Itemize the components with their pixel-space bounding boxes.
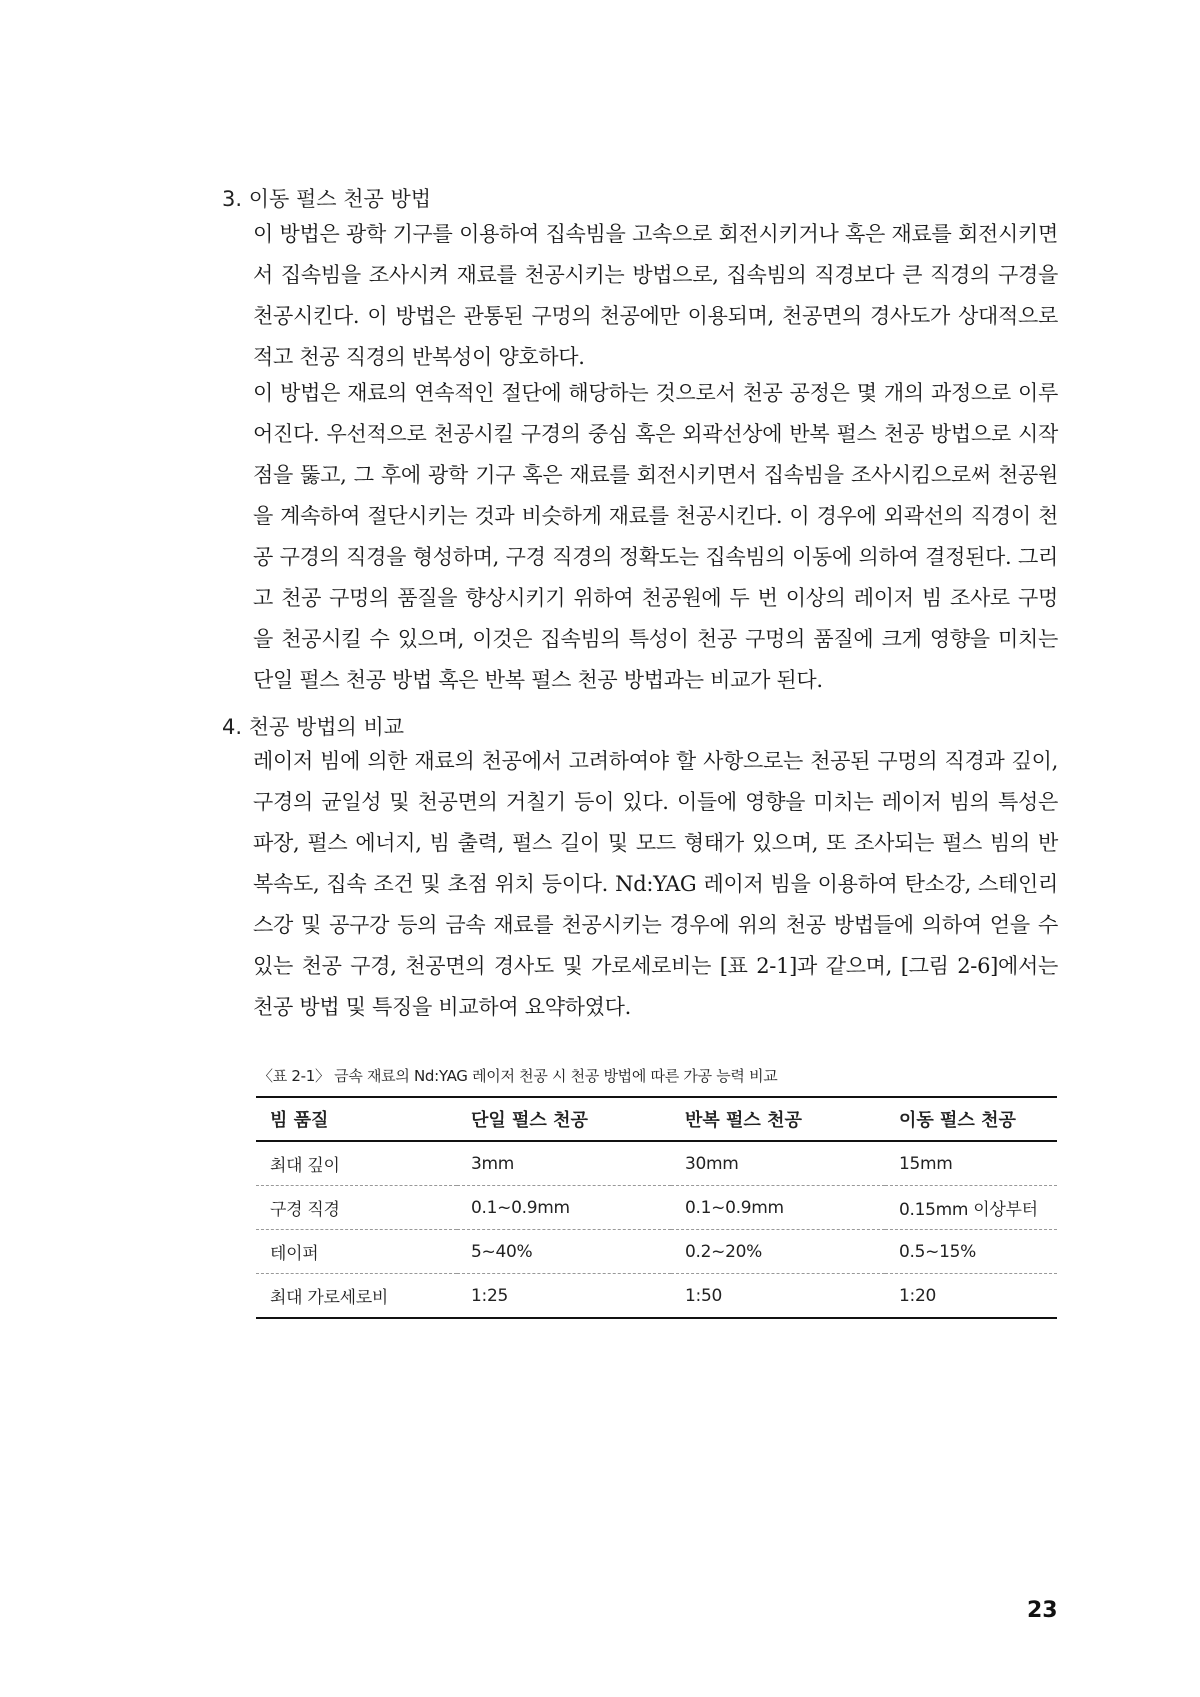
section-4-heading: 4. 천공 방법의 비교 (222, 715, 405, 739)
text-line: 스강 및 공구강 등의 금속 재료를 천공시키는 경우에 위의 천공 방법들에 의하여 얻을 수 (253, 913, 1058, 937)
text-line: 구경의 균일성 및 천공면의 거칠기 등이 있다. 이들에 영향을 미치는 레이저 빔의 특성은 (253, 790, 1058, 814)
table-cell: 구경 직경 (256, 1186, 457, 1230)
text-line: 파장, 펄스 에너지, 빔 출력, 펄스 길이 및 모드 형태가 있으며, 또 조사되는 펄스 빔의 반 (253, 831, 1058, 855)
table-cell: 1:25 (457, 1274, 671, 1319)
page-number: 23 (1027, 1598, 1058, 1623)
text-line: 단일 펄스 천공 방법 혹은 반복 펄스 천공 방법과는 비교가 된다. (253, 668, 823, 692)
table-header-cell: 반복 펄스 천공 (671, 1097, 885, 1141)
text-line: 천공 방법 및 특징을 비교하여 요약하였다. (253, 995, 632, 1019)
table-header-cell: 빔 품질 (256, 1097, 457, 1141)
table-cell: 1:20 (885, 1274, 1057, 1319)
table-cell: 테이퍼 (256, 1230, 457, 1274)
table-cell: 0.5~15% (885, 1230, 1057, 1274)
text-line: 점을 뚫고, 그 후에 광학 기구 혹은 재료를 회전시키면서 집속빔을 조사시킴으로써 천공원 (253, 463, 1058, 487)
text-line: 서 집속빔을 조사시켜 재료를 천공시키는 방법으로, 집속빔의 직경보다 큰 직경의 구경을 (253, 263, 1058, 287)
text-line: 고 천공 구멍의 품질을 향상시키기 위하여 천공원에 두 번 이상의 레이저 빔 조사로 구멍 (253, 586, 1058, 610)
table-caption: 〈표 2-1〉 금속 재료의 Nd:YAG 레이저 천공 시 천공 방법에 따른 가공 능력 비교 (258, 1067, 778, 1085)
text-line: 을 천공시킬 수 있으며, 이것은 집속빔의 특성이 천공 구멍의 품질에 크게 영향을 미치는 (253, 627, 1058, 651)
table-header-cell: 단일 펄스 천공 (457, 1097, 671, 1141)
table-cell: 최대 깊이 (256, 1141, 457, 1186)
table-row (256, 1230, 1057, 1274)
text-line: 있는 천공 구경, 천공면의 경사도 및 가로세로비는 [표 2-1]과 같으며, [그림 2-6]에서는 (253, 954, 1058, 978)
text-line: 이 방법은 광학 기구를 이용하여 집속빔을 고속으로 회전시키거나 혹은 재료를 회전시키면 (253, 222, 1058, 246)
table-header-row (256, 1097, 1057, 1141)
text-line: 천공시킨다. 이 방법은 관통된 구멍의 천공에만 이용되며, 천공면의 경사도가 상대적으로 (253, 304, 1058, 328)
text-line: 어진다. 우선적으로 천공시킬 구경의 중심 혹은 외곽선상에 반복 펄스 천공 방법으로 시작 (253, 422, 1058, 446)
table-cell: 3mm (457, 1141, 671, 1186)
text-line: 적고 천공 직경의 반복성이 양호하다. (253, 345, 585, 369)
text-line: 레이저 빔에 의한 재료의 천공에서 고려하여야 할 사항으로는 천공된 구멍의 직경과 깊이, (253, 749, 1058, 773)
table-row (256, 1186, 1057, 1230)
table-cell: 1:50 (671, 1274, 885, 1319)
table-row (256, 1274, 1057, 1319)
section-3-heading: 3. 이동 펄스 천공 방법 (222, 187, 432, 211)
table-cell: 30mm (671, 1141, 885, 1186)
table-cell: 0.2~20% (671, 1230, 885, 1274)
table-cell: 0.1~0.9mm (671, 1186, 885, 1230)
table-cell: 15mm (885, 1141, 1057, 1186)
table-cell: 5~40% (457, 1230, 671, 1274)
section-4-paragraph-1 (253, 741, 1058, 1028)
comparison-table (256, 1096, 1057, 1319)
table-cell: 최대 가로세로비 (256, 1274, 457, 1319)
text-line: 이 방법은 재료의 연속적인 절단에 해당하는 것으로서 천공 공정은 몇 개의 과정으로 이루 (253, 381, 1058, 405)
text-line: 복속도, 집속 조건 및 초점 위치 등이다. Nd:YAG 레이저 빔을 이용하여 탄소강, 스테인리 (253, 872, 1058, 896)
text-line: 공 구경의 직경을 형성하며, 구경 직경의 정확도는 집속빔의 이동에 의하여 결정된다. 그리 (253, 545, 1058, 569)
table-cell: 0.15mm 이상부터 (885, 1186, 1057, 1230)
table-header-cell: 이동 펄스 천공 (885, 1097, 1057, 1141)
section-3-paragraph-2 (253, 373, 1058, 701)
table-cell: 0.1~0.9mm (457, 1186, 671, 1230)
section-3-paragraph-1 (253, 214, 1058, 378)
table-row (256, 1141, 1057, 1186)
text-line: 을 계속하여 절단시키는 것과 비슷하게 재료를 천공시킨다. 이 경우에 외곽선의 직경이 천 (253, 504, 1058, 528)
